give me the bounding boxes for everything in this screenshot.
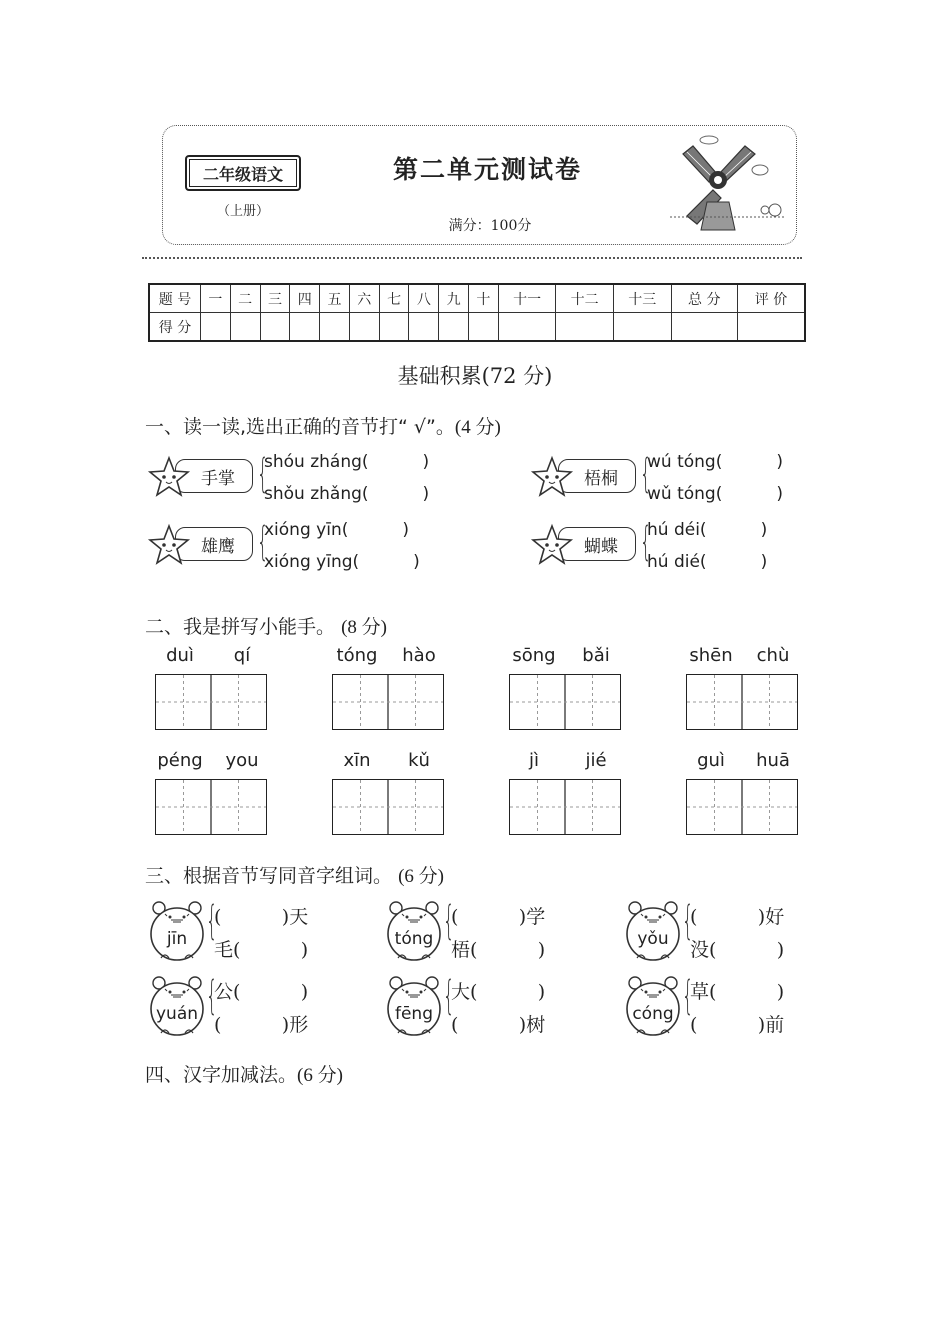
- word-tag: [147, 523, 257, 563]
- word-tag: [530, 523, 640, 563]
- word-label: 蝴蝶: [558, 527, 636, 561]
- question-text: 二、我是拼写小能手。: [145, 616, 336, 638]
- table-header-cell: 一: [201, 284, 231, 313]
- writing-grid[interactable]: [332, 779, 444, 835]
- question-3-title: [145, 861, 444, 888]
- pinyin-syllable: qí: [233, 645, 251, 666]
- question-text: 一、读一读,选出正确的音节打“ √”。: [145, 416, 455, 438]
- score-input-cell[interactable]: [260, 313, 290, 342]
- full-score: 满分：100分: [448, 218, 532, 234]
- word-label: 手掌: [175, 459, 253, 493]
- table-header-cell: 七: [379, 284, 409, 313]
- score-input-cell[interactable]: [201, 313, 231, 342]
- score-input-cell[interactable]: [613, 313, 671, 342]
- pinyin-syllable: hào: [402, 645, 436, 666]
- fill-in-blank[interactable]: ( )好: [690, 906, 785, 928]
- word-tag: [530, 455, 640, 495]
- separator-line: [142, 257, 802, 259]
- fill-in-blank[interactable]: 毛( ): [214, 939, 309, 961]
- score-input-cell[interactable]: [439, 313, 469, 342]
- windmill-illustration: [665, 132, 790, 237]
- score-input-cell[interactable]: [349, 313, 379, 342]
- brace-icon: {: [682, 898, 694, 944]
- pinyin-option[interactable]: shóu zháng( ): [264, 452, 430, 472]
- word-label: 雄鹰: [175, 527, 253, 561]
- table-header-cell: 十三: [613, 284, 671, 313]
- question-score: (8 分): [341, 617, 387, 638]
- table-header-cell: 十: [469, 284, 499, 313]
- star-icon: [530, 523, 574, 571]
- fill-in-blank[interactable]: 梧( ): [451, 939, 546, 961]
- pinyin-option[interactable]: wǔ tóng( ): [647, 484, 784, 504]
- word-label: 梧桐: [558, 459, 636, 493]
- pinyin-syllable: péng: [157, 750, 203, 771]
- pinyin-syllable: shēn: [689, 645, 733, 666]
- fill-in-blank[interactable]: ( )学: [451, 906, 546, 928]
- star-icon: [147, 523, 191, 571]
- fill-in-blank[interactable]: 没( ): [690, 939, 785, 961]
- pinyin-option[interactable]: hú dié( ): [647, 552, 768, 572]
- table-row: [149, 284, 805, 313]
- writing-grid[interactable]: [686, 779, 798, 835]
- score-input-cell[interactable]: [556, 313, 614, 342]
- pinyin-option[interactable]: wú tóng( ): [647, 452, 784, 472]
- fill-in-blank[interactable]: ( )形: [214, 1014, 309, 1036]
- score-input-cell[interactable]: [379, 313, 409, 342]
- brace-icon: {: [257, 451, 269, 497]
- pinyin-option[interactable]: hú déi( ): [647, 520, 768, 540]
- volume-label: （上册）: [216, 204, 269, 219]
- pinyin-syllable: kǔ: [408, 750, 430, 771]
- question-text: 三、根据音节写同音字组词。: [145, 865, 393, 887]
- question-score: (6 分): [398, 866, 444, 887]
- table-header-cell: 二: [230, 284, 260, 313]
- pinyin-syllable: tóng: [394, 929, 434, 949]
- star-icon: [530, 455, 574, 503]
- pinyin-syllable: jié: [585, 750, 607, 771]
- table-header-cell: 八: [409, 284, 439, 313]
- table-row: [149, 313, 805, 342]
- fill-in-blank[interactable]: ( )天: [214, 906, 309, 928]
- page-title: 第二单元测试卷: [392, 155, 582, 184]
- brace-icon: {: [682, 973, 694, 1019]
- score-table: [148, 283, 806, 342]
- pinyin-syllable: yǒu: [637, 929, 669, 949]
- pinyin-syllable: you: [225, 750, 259, 771]
- score-input-cell[interactable]: [230, 313, 260, 342]
- brace-icon: {: [257, 519, 269, 565]
- fill-in-blank[interactable]: ( )前: [690, 1014, 785, 1036]
- section-title: 基础积累(72 分): [397, 364, 553, 388]
- score-input-cell[interactable]: [737, 313, 805, 342]
- writing-grid[interactable]: [686, 674, 798, 730]
- pinyin-syllable: fēng: [394, 1004, 433, 1024]
- pinyin-syllable: xīn: [343, 750, 371, 771]
- writing-grid[interactable]: [509, 674, 621, 730]
- brace-icon: {: [443, 898, 455, 944]
- fill-in-blank[interactable]: 大( ): [451, 981, 546, 1003]
- pinyin-option[interactable]: shǒu zhǎng( ): [264, 484, 430, 504]
- table-header-cell: 评 价: [737, 284, 805, 313]
- brace-icon: {: [206, 973, 218, 1019]
- brace-icon: {: [443, 973, 455, 1019]
- table-header-cell: 得 分: [149, 313, 201, 342]
- pinyin-syllable: chù: [756, 645, 790, 666]
- pinyin-syllable: jì: [528, 750, 539, 771]
- question-2-title: [145, 612, 387, 639]
- table-header-cell: 总 分: [671, 284, 737, 313]
- pinyin-syllable: tóng: [336, 645, 378, 666]
- writing-grid[interactable]: [155, 674, 267, 730]
- score-input-cell[interactable]: [290, 313, 320, 342]
- pinyin-syllable: duì: [166, 645, 194, 666]
- star-icon: [147, 455, 191, 503]
- question-score: (4 分): [454, 417, 501, 438]
- brace-icon: {: [640, 519, 652, 565]
- score-input-cell[interactable]: [498, 313, 556, 342]
- pinyin-option[interactable]: xióng yīn( ): [264, 520, 410, 540]
- pinyin-syllable: bǎi: [582, 645, 610, 666]
- score-input-cell[interactable]: [320, 313, 350, 342]
- table-header-cell: 六: [349, 284, 379, 313]
- pinyin-syllable: huā: [756, 750, 790, 771]
- fill-in-blank[interactable]: 公( ): [214, 981, 309, 1003]
- pinyin-syllable: yuán: [155, 1004, 199, 1024]
- score-input-cell[interactable]: [671, 313, 737, 342]
- pinyin-syllable: cóng: [632, 1004, 674, 1024]
- score-input-cell[interactable]: [469, 313, 499, 342]
- brace-icon: {: [640, 451, 652, 497]
- brace-icon: {: [206, 898, 218, 944]
- grade-badge: 二年级语文: [185, 155, 301, 191]
- writing-grid[interactable]: [155, 779, 267, 835]
- fill-in-blank[interactable]: 草( ): [690, 981, 785, 1003]
- pinyin-syllable: jīn: [166, 929, 188, 949]
- pinyin-syllable: guì: [697, 750, 725, 771]
- table-header-cell: 五: [320, 284, 350, 313]
- pinyin-syllable: sōng: [512, 645, 556, 666]
- table-header-cell: 九: [439, 284, 469, 313]
- fill-in-blank[interactable]: ( )树: [451, 1014, 546, 1036]
- question-text: 四、汉字加减法。: [145, 1064, 298, 1086]
- score-input-cell[interactable]: [409, 313, 439, 342]
- table-header-cell: 十二: [556, 284, 614, 313]
- table-header-cell: 四: [290, 284, 320, 313]
- table-header-cell: 十一: [498, 284, 556, 313]
- writing-grid[interactable]: [509, 779, 621, 835]
- question-score: (6 分): [297, 1065, 343, 1086]
- question-4-title: [145, 1060, 343, 1087]
- table-header-cell: 三: [260, 284, 290, 313]
- word-tag: [147, 455, 257, 495]
- question-1-title: [145, 412, 501, 439]
- pinyin-option[interactable]: xióng yīng( ): [264, 552, 420, 572]
- table-header-cell: 题 号: [149, 284, 201, 313]
- writing-grid[interactable]: [332, 674, 444, 730]
